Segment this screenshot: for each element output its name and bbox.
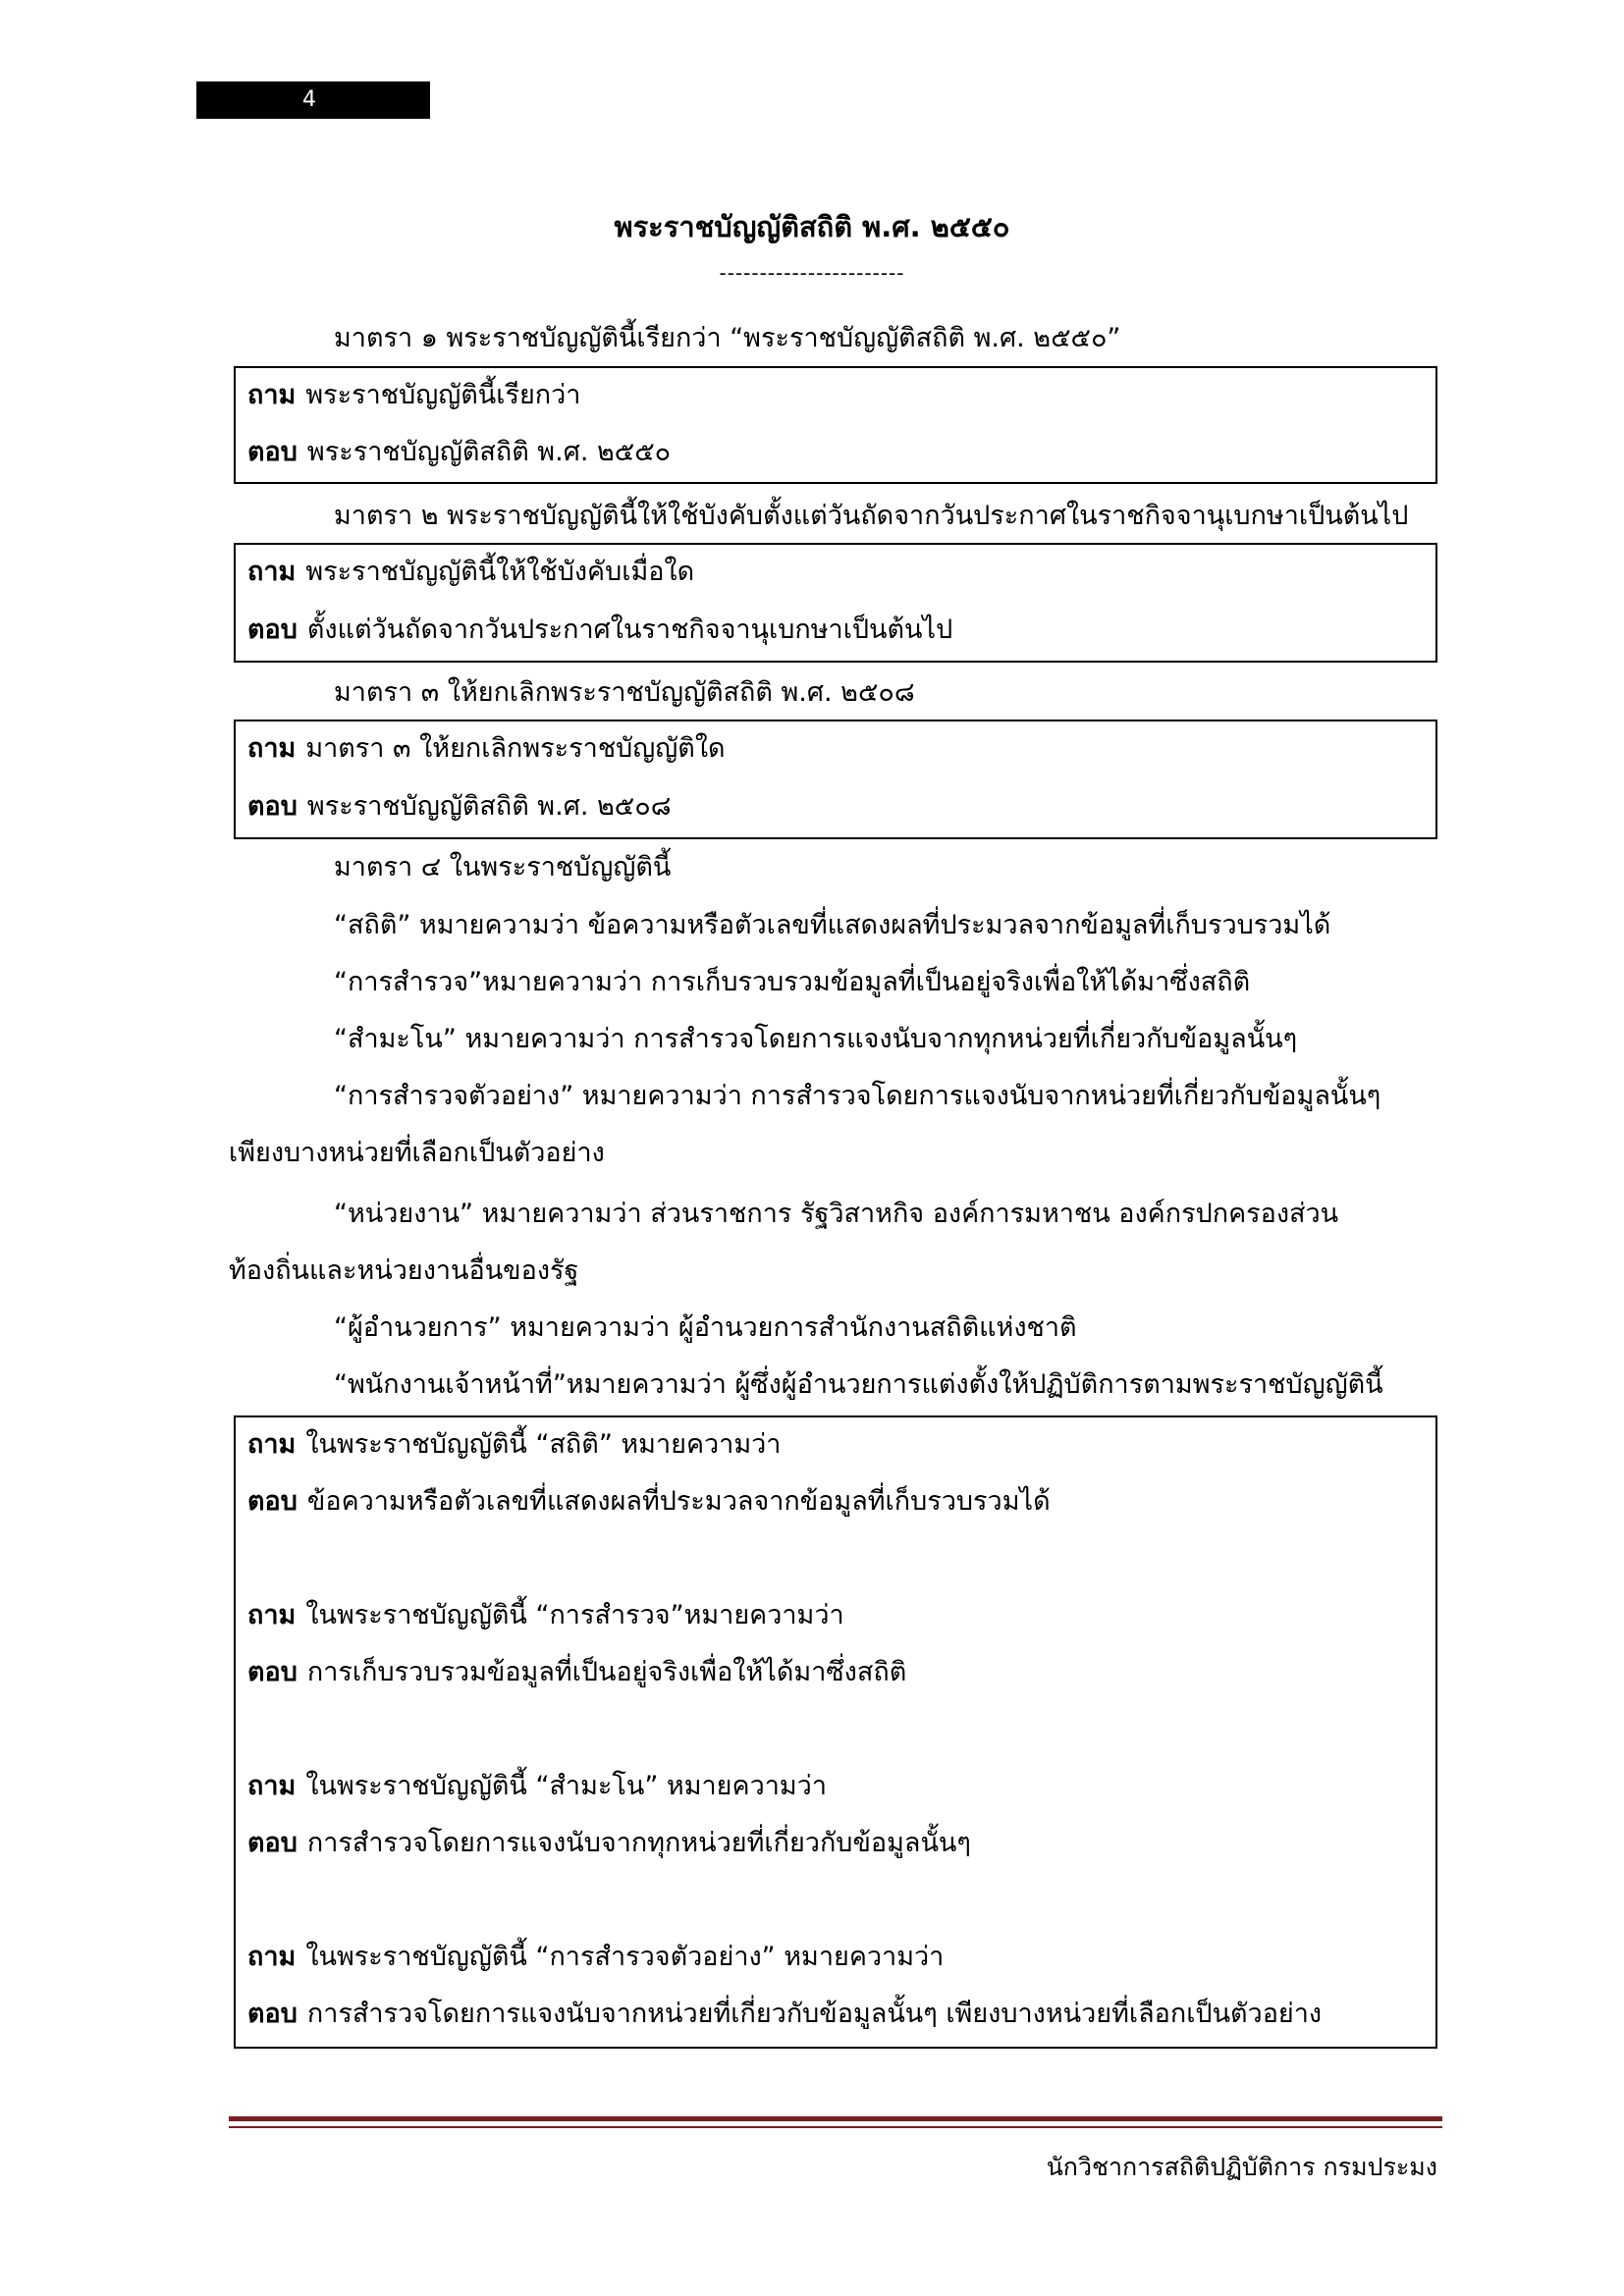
answer-label: ตอบ <box>247 791 298 822</box>
section-2-text: มาตรา ๒ พระราชบัญญัตินี้ให้ใช้บังคับตั้งแต่วันถัดจากวันประกาศในราชกิจจานุเบกษาเป็นต้นไป <box>334 501 1409 531</box>
question-text: มาตรา ๓ ให้ยกเลิกพระราชบัญญัติใด <box>305 733 726 764</box>
question-label: ถาม <box>247 557 297 587</box>
answer-label: ตอบ <box>247 1657 298 1687</box>
qa-box-4 <box>234 1415 1437 2049</box>
section-4-text: มาตรา ๔ ในพระราชบัญญัตินี้ <box>334 852 672 882</box>
section-3-text: มาตรา ๓ ให้ยกเลิกพระราชบัญญัติสถิติ พ.ศ. ๒๕๐๘ <box>334 677 915 708</box>
question-text: ในพระราชบัญญัตินี้ “การสำรวจตัวอย่าง” หมายความว่า <box>305 1942 945 1972</box>
definition-census: “สำมะโน” หมายความว่า การสำรวจโดยการแจงนับจากทุกหน่วยที่เกี่ยวกับข้อมูลนั้นๆ <box>334 1024 1298 1054</box>
question-label: ถาม <box>247 1429 297 1460</box>
question-text: ในพระราชบัญญัตินี้ “การสำรวจ”หมายความว่า <box>305 1600 844 1630</box>
page-number-badge: 4 <box>196 81 430 119</box>
answer-label: ตอบ <box>247 1486 298 1517</box>
qa-question <box>247 731 726 767</box>
definition-agency: “หน่วยงาน” หมายความว่า ส่วนราชการ รัฐวิสาหกิจ องค์การมหาชน องค์กรปกครองส่วน <box>334 1199 1339 1229</box>
question-label: ถาม <box>247 1942 297 1972</box>
qa-answer <box>247 1997 1322 2032</box>
footer-rule-thin <box>229 2126 1442 2128</box>
footer-author: นักวิชาการสถิติปฏิบัติการ กรมประมง <box>1046 2153 1437 2181</box>
definition-director: “ผู้อำนวยการ” หมายความว่า ผู้อำนวยการสำนักงานสถิติแห่งชาติ <box>334 1312 1077 1343</box>
answer-label: ตอบ <box>247 614 298 645</box>
answer-text: ตั้งแต่วันถัดจากวันประกาศในราชกิจจานุเบกษาเป็นต้นไป <box>306 614 953 645</box>
qa-answer <box>247 1655 906 1690</box>
question-text: ในพระราชบัญญัตินี้ “สถิติ” หมายความว่า <box>305 1429 782 1460</box>
question-label: ถาม <box>247 733 297 764</box>
qa-question <box>247 378 580 413</box>
qa-answer <box>247 789 672 825</box>
answer-label: ตอบ <box>247 437 298 467</box>
definition-agency-cont: ท้องถิ่นและหน่วยงานอื่นของรัฐ <box>229 1255 579 1286</box>
answer-text: การสำรวจโดยการแจงนับจากหน่วยที่เกี่ยวกับข้อมูลนั้นๆ เพียงบางหน่วยที่เลือกเป็นตัวอย่าง <box>306 1999 1323 2029</box>
footer-rule-thick <box>229 2116 1442 2121</box>
answer-text: ข้อความหรือตัวเลขที่แสดงผลที่ประมวลจากข้อมูลที่เก็บรวบรวมได้ <box>306 1486 1051 1517</box>
definition-sample-survey-cont: เพียงบางหน่วยที่เลือกเป็นตัวอย่าง <box>229 1138 605 1168</box>
definition-statistics: “สถิติ” หมายความว่า ข้อความหรือตัวเลขที่แสดงผลที่ประมวลจากข้อมูลที่เก็บรวบรวมได้ <box>334 910 1331 940</box>
qa-box-2 <box>234 543 1437 663</box>
document-title: พระราชบัญญัติสถิติ พ.ศ. ๒๕๕๐ <box>614 210 1010 243</box>
definition-officer: “พนักงานเจ้าหน้าที่”หมายความว่า ผู้ซึ่งผู้อำนวยการแต่งตั้งให้ปฏิบัติการตามพระราชบัญญัตินี้ <box>334 1369 1383 1400</box>
answer-text: พระราชบัญญัติสถิติ พ.ศ. ๒๕๐๘ <box>306 791 672 822</box>
answer-text: พระราชบัญญัติสถิติ พ.ศ. ๒๕๕๐ <box>306 437 672 467</box>
qa-answer <box>247 435 671 470</box>
title-underline: ----------------------- <box>719 261 905 285</box>
qa-answer <box>247 613 952 648</box>
question-text: พระราชบัญญัตินี้ให้ใช้บังคับเมื่อใด <box>305 557 695 587</box>
question-text: ในพระราชบัญญัตินี้ “สำมะโน” หมายความว่า <box>305 1771 828 1801</box>
question-label: ถาม <box>247 1771 297 1801</box>
qa-question <box>247 1940 944 1975</box>
answer-text: การเก็บรวบรวมข้อมูลที่เป็นอยู่จริงเพื่อให้ได้มาซึ่งสถิติ <box>306 1657 907 1687</box>
answer-text: การสำรวจโดยการแจงนับจากทุกหน่วยที่เกี่ยวกับข้อมูลนั้นๆ <box>306 1828 971 1858</box>
qa-box-1 <box>234 366 1437 484</box>
definition-sample-survey: “การสำรวจตัวอย่าง” หมายความว่า การสำรวจโดยการแจงนับจากหน่วยที่เกี่ยวกับข้อมูลนั้นๆ <box>334 1081 1381 1111</box>
question-text: พระราชบัญญัตินี้เรียกว่า <box>305 380 581 410</box>
qa-question <box>247 1769 827 1804</box>
answer-label: ตอบ <box>247 1828 298 1858</box>
question-label: ถาม <box>247 380 297 410</box>
qa-answer <box>247 1826 971 1861</box>
qa-question <box>247 555 694 590</box>
definition-survey: “การสำรวจ”หมายความว่า การเก็บรวบรวมข้อมูลที่เป็นอยู่จริงเพื่อให้ได้มาซึ่งสถิติ <box>334 967 1251 997</box>
qa-question <box>247 1598 844 1633</box>
qa-answer <box>247 1484 1051 1520</box>
answer-label: ตอบ <box>247 1999 298 2029</box>
question-label: ถาม <box>247 1600 297 1630</box>
qa-question <box>247 1427 781 1463</box>
section-1-text: มาตรา ๑ พระราชบัญญัตินี้เรียกว่า “พระราชบัญญัติสถิติ พ.ศ. ๒๕๕๐” <box>334 323 1121 353</box>
qa-box-3 <box>234 720 1437 839</box>
